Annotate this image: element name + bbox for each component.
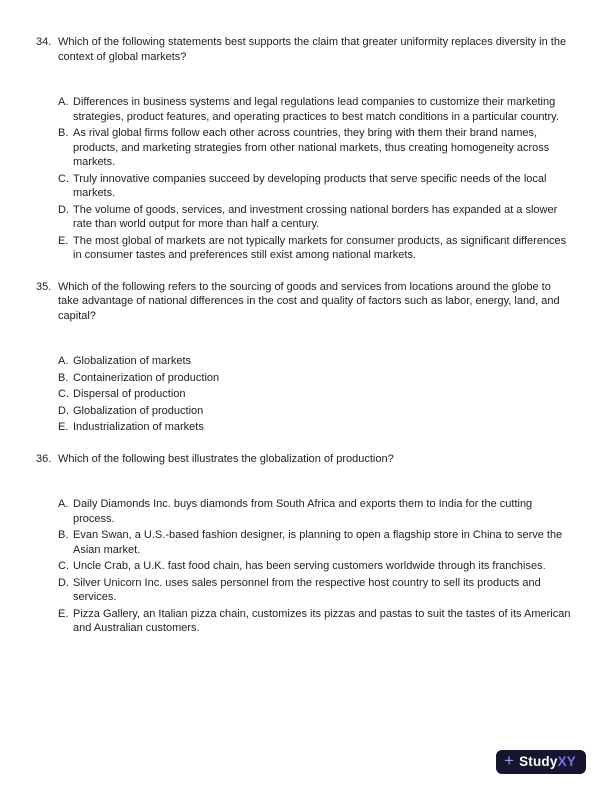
option-text: The most global of markets are not typically markets for consumer products, as significant differences in consumer tastes and preferences still exist among national markets.	[73, 234, 567, 261]
logo-brand: Study	[519, 754, 558, 769]
studyxy-logo	[496, 750, 586, 774]
option-e	[58, 420, 574, 435]
option-label: C.	[58, 172, 69, 185]
option-text: Daily Diamonds Inc. buys diamonds from South Africa and exports them to India for the cutting process.	[73, 498, 533, 525]
plus-icon: +	[504, 751, 515, 770]
option-label: C.	[58, 560, 69, 572]
options-list	[58, 354, 574, 435]
option-text: Uncle Crab, a U.K. fast food chain, has been serving customers worldwide through its franchises.	[73, 560, 546, 572]
option-text: Dispersal of production	[73, 388, 186, 400]
options-list	[58, 95, 574, 263]
option-text: Differences in business systems and legal regulations lead companies to customize their marketing strategies, product features, and operating practices to best match conditions in a particular country.	[73, 96, 559, 123]
option-text: The volume of goods, services, and investment crossing national borders has expanded at a slower rate than world output for more than half a century.	[73, 203, 558, 230]
option-b	[58, 126, 574, 170]
logo-text	[519, 754, 576, 769]
question-body	[58, 280, 574, 437]
option-label: C.	[58, 388, 69, 400]
logo-brand-accent: XY	[557, 754, 576, 769]
option-label: D.	[58, 404, 69, 417]
option-c	[58, 387, 574, 402]
option-b	[58, 528, 574, 557]
option-d	[58, 404, 574, 419]
option-text: Silver Unicorn Inc. uses sales personnel from the respective host country to sell its products and services.	[73, 576, 541, 603]
option-c	[58, 172, 574, 201]
option-label: E.	[58, 607, 69, 620]
option-text: Globalization of production	[73, 404, 204, 417]
option-text: Truly innovative companies succeed by developing products that serve specific needs of the local markets.	[73, 172, 547, 199]
question-text: Which of the following best illustrates the globalization of production?	[58, 452, 394, 465]
option-c	[58, 559, 574, 574]
option-d	[58, 576, 574, 605]
option-e	[58, 234, 574, 263]
question-number: 34.	[36, 36, 52, 48]
options-list	[58, 497, 574, 636]
option-e	[58, 607, 574, 636]
option-label: A.	[58, 355, 69, 367]
option-text: Globalization of markets	[73, 355, 191, 367]
question-body	[58, 452, 574, 638]
option-label: A.	[58, 498, 69, 510]
option-text: Evan Swan, a U.S.-based fashion designer, is planning to open a flagship store in China to serve the Asian market.	[73, 529, 563, 556]
option-label: D.	[58, 203, 69, 216]
option-text: As rival global firms follow each other across countries, they bring with them their brand names, products, and marketing strategies from other national markets, thus creating homogeneity across markets.	[73, 127, 550, 168]
option-label: E.	[58, 234, 69, 247]
question-text: Which of the following refers to the sourcing of goods and services from locations around the globe to take advantage of national differences in the cost and quality of factors such as labor, energy, land, and capital?	[58, 280, 560, 322]
option-text: Pizza Gallery, an Italian pizza chain, customizes its pizzas and pastas to suit the tastes of its American and Australian customers.	[73, 607, 571, 634]
option-d	[58, 203, 574, 232]
question-35	[36, 280, 574, 437]
option-label: D.	[58, 576, 69, 589]
option-label: B.	[58, 529, 69, 541]
option-text: Industrialization of markets	[73, 421, 204, 433]
question-number: 36.	[36, 452, 52, 465]
question-body	[58, 35, 574, 265]
option-label: E.	[58, 421, 69, 433]
option-text: Containerization of production	[73, 371, 220, 384]
option-label: B.	[58, 371, 69, 384]
option-label: B.	[58, 127, 69, 139]
question-34	[36, 35, 574, 265]
option-a	[58, 497, 574, 526]
option-label: A.	[58, 96, 69, 108]
question-number: 35.	[36, 280, 52, 293]
question-text: Which of the following statements best supports the claim that greater uniformity replaces diversity in the context of global markets?	[58, 36, 567, 63]
question-36	[36, 452, 574, 638]
option-a	[58, 95, 574, 124]
option-b	[58, 371, 574, 386]
option-a	[58, 354, 574, 369]
